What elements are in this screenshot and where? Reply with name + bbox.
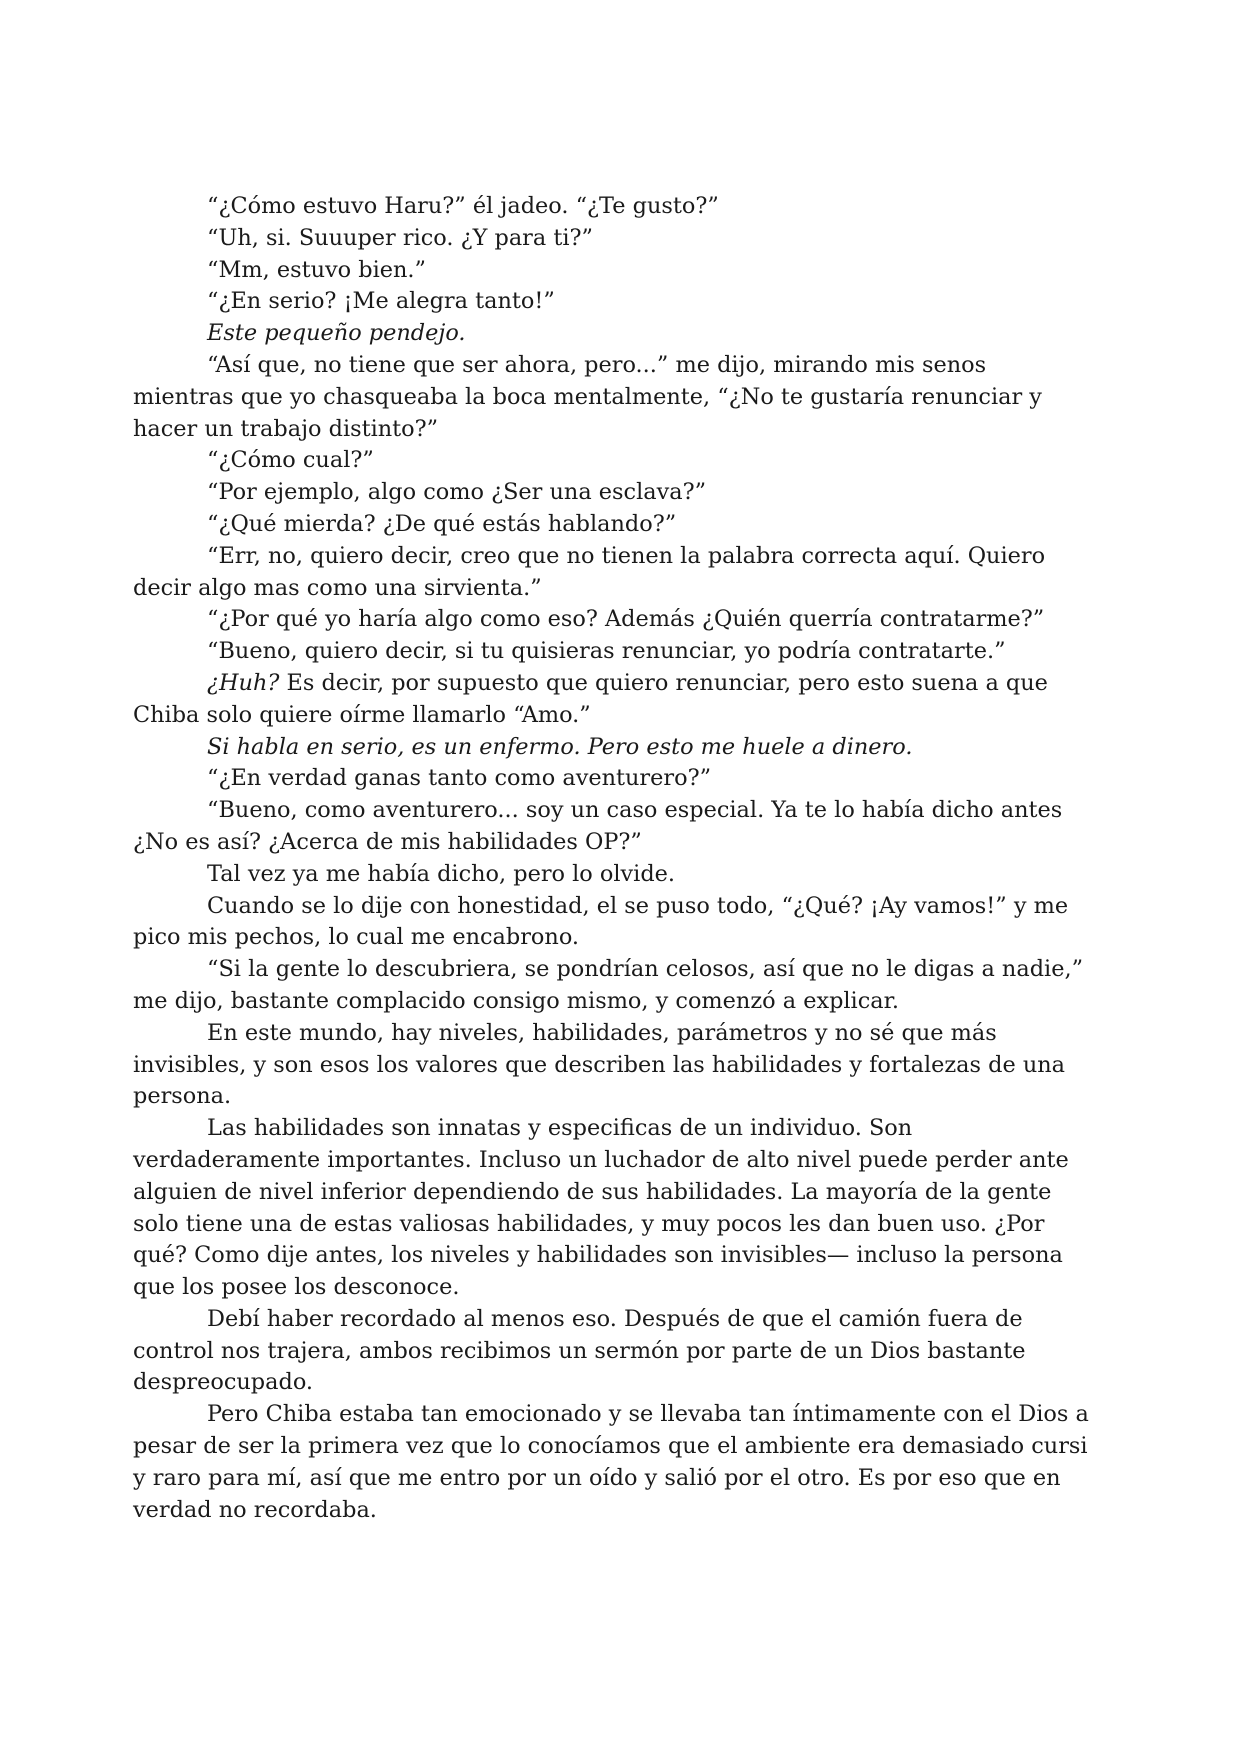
paragraph: “Bueno, como aventurero... soy un caso especial. Ya te lo había dicho antes ¿No es así? ¿Acerca de mis habilidades OP?” [133,797,1063,855]
paragraph: “¿En serio? ¡Me alegra tanto!” [207,288,555,315]
paragraph: “Bueno, quiero decir, si tu quisieras renunciar, yo podría contratarte.” [207,638,1006,665]
paragraph: Pero Chiba estaba tan emocionado y se llevaba tan íntimamente con el Dios a pesar de ser la primera vez que lo conocíamos que el ambiente era demasiado cursi y raro para mí, así que me entro por un oído y salió por el otro. Es por eso que en verdad no recordaba. [133,1401,1089,1523]
paragraph: “Uh, si. Suuuper rico. ¿Y para ti?” [207,224,593,251]
document-body [133,191,1093,1526]
paragraph: “Así que, no tiene que ser ahora, pero...” me dijo, mirando mis senos mientras que yo chasqueaba la boca mentalmente, “¿No te gustaría renunciar y hacer un trabajo distinto?” [133,351,1042,442]
paragraph: “¿Cómo estuvo Haru?” él jadeo. “¿Te gusto?” [207,193,719,219]
paragraph-mixed [133,668,1093,732]
paragraph: Cuando se lo dije con honestidad, el se puso todo, “¿Qué? ¡Ay vamos!” y me pico mis pechos, lo cual me encabrono. [133,892,1069,951]
italic-span: ¿Huh? [207,669,280,696]
paragraph: “Por ejemplo, algo como ¿Ser una esclava?” [207,479,707,506]
paragraph-text: Es decir, por supuesto que quiero renunciar, pero esto suena a que Chiba solo quiere oírme llamarlo “Amo.” [133,669,1048,728]
paragraph-italic: Este pequeño pendejo. [207,320,466,347]
paragraph-italic: Si habla en serio, es un enfermo. Pero esto me huele a dinero. [207,733,913,760]
paragraph: Debí haber recordado al menos eso. Después de que el camión fuera de control nos trajera, ambos recibimos un sermón por parte de un Dios bastante despreocupado. [133,1305,1026,1396]
paragraph: “Err, no, quiero decir, creo que no tienen la palabra correcta aquí. Quiero decir algo mas como una sirvienta.” [133,542,1046,601]
paragraph: “Mm, estuvo bien.” [207,256,426,283]
paragraph: “¿Qué mierda? ¿De qué estás hablando?” [207,510,677,537]
paragraph: Las habilidades son innatas y especificas de un individuo. Son verdaderamente importantes. Incluso un luchador de alto nivel puede perder ante alguien de nivel inferior dependiendo de sus habilidades. La mayoría de la gente solo tiene una de estas valiosas habilidades, y muy pocos les dan buen uso. ¿Por qué? Como dije antes, los niveles y habilidades son invisibles— incluso la persona que los posee los desconoce. [133,1115,1069,1301]
paragraph: “¿Por qué yo haría algo como eso? Además ¿Quién querría contratarme?” [207,606,1045,633]
paragraph: Tal vez ya me había dicho, pero lo olvide. [207,860,676,887]
paragraph: “¿En verdad ganas tanto como aventurero?” [207,765,712,792]
paragraph: En este mundo, hay niveles, habilidades, parámetros y no sé que más invisibles, y son esos los valores que describen las habilidades y fortalezas de una persona. [133,1019,1066,1110]
paragraph: “Si la gente lo descubriera, se pondrían celosos, así que no le digas a nadie,” me dijo, bastante complacido consigo mismo, y comenzó a explicar. [133,956,1084,1014]
paragraph: “¿Cómo cual?” [207,447,374,474]
